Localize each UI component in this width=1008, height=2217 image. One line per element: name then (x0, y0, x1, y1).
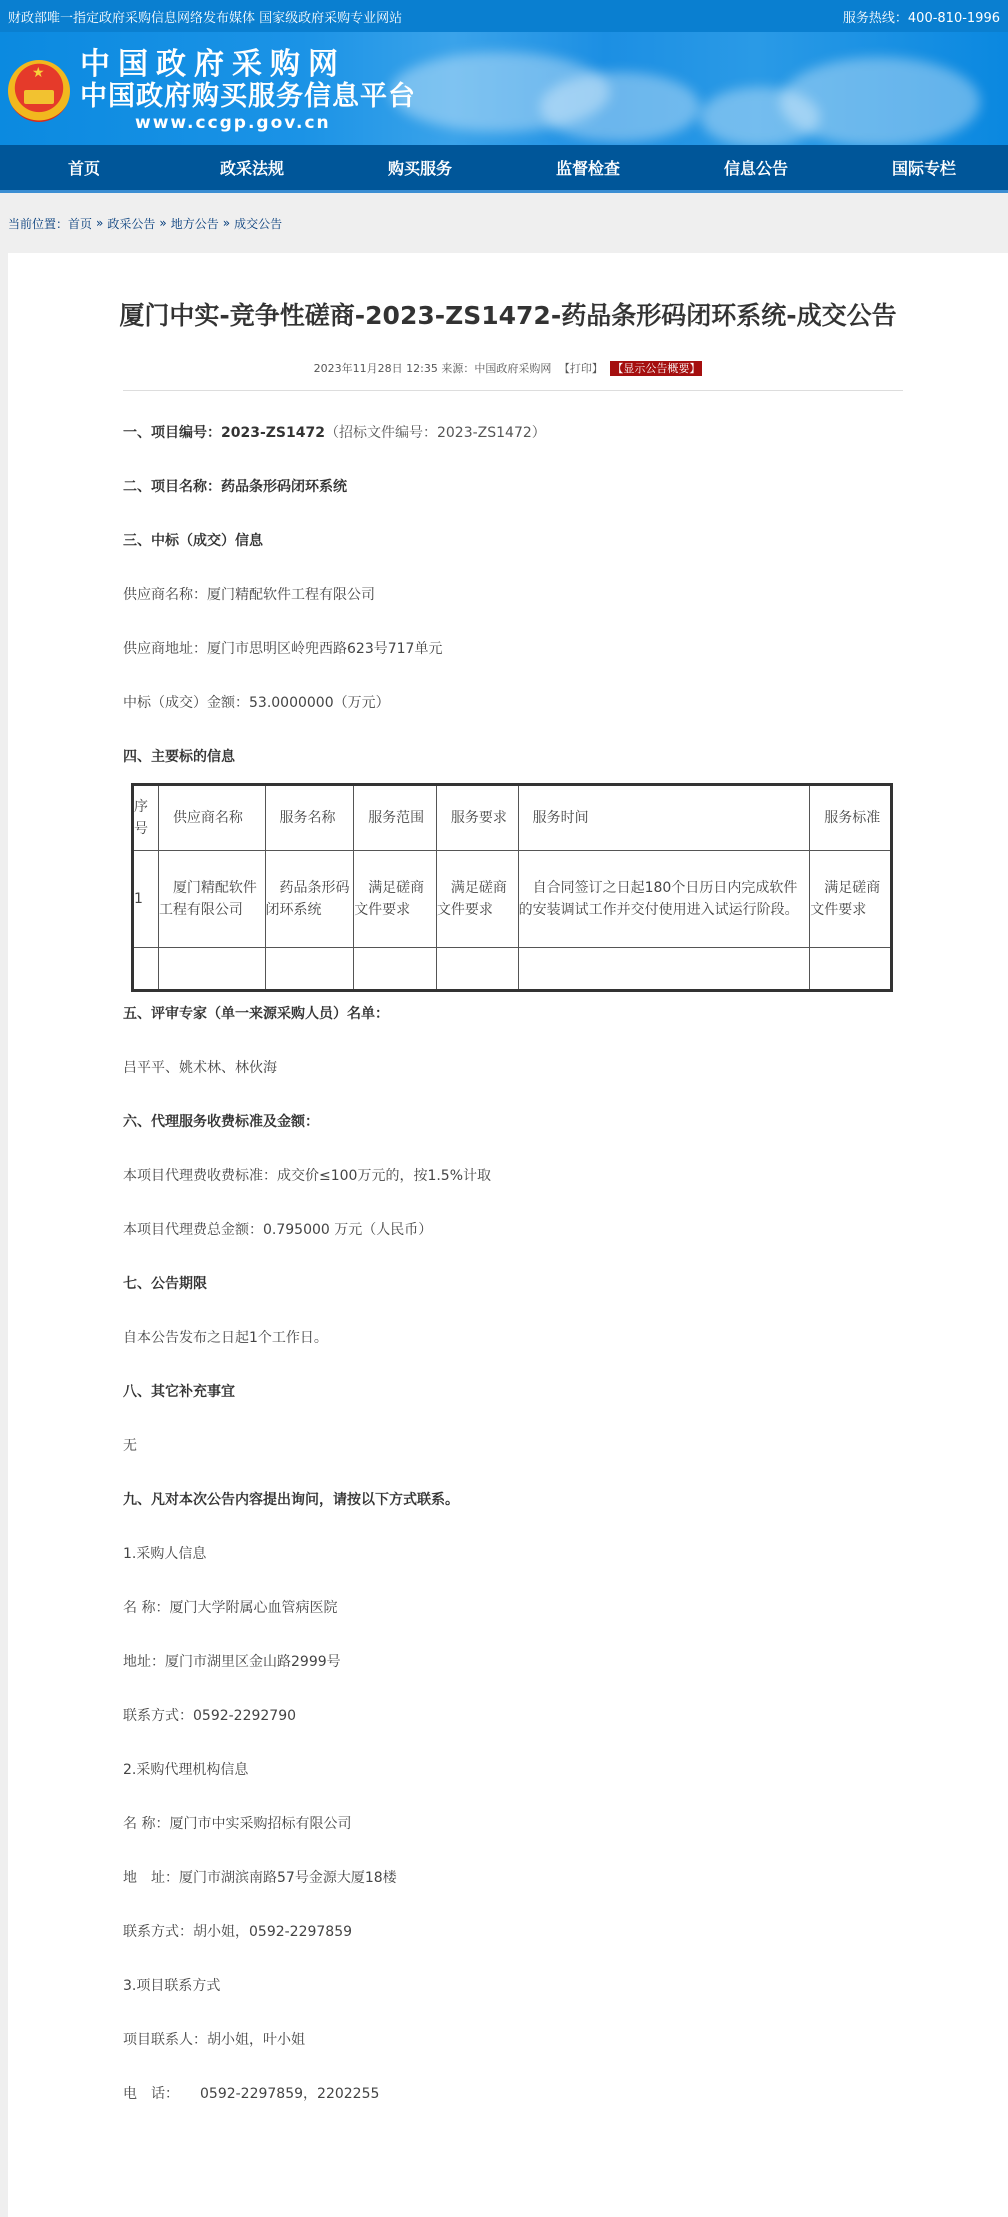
table-header-cell: 服务名称 (265, 785, 354, 851)
breadcrumb-procurement-announcements[interactable]: 政采公告 (107, 216, 156, 231)
table-cell: 满足磋商文件要求 (354, 851, 437, 948)
project-contact-person: 项目联系人：胡小姐，叶小姐 (123, 2032, 305, 2048)
nav-item-international[interactable]: 国际专栏 (891, 159, 956, 178)
article-body (8, 391, 1008, 2104)
site-slogan: 财政部唯一指定政府采购信息网络发布媒体 国家级政府采购专业网站 (8, 10, 403, 26)
agency-info-title: 2.采购代理机构信息 (123, 1762, 249, 1778)
table-header-row (133, 785, 892, 851)
table-row-empty (133, 948, 892, 991)
table-header-cell: 服务要求 (436, 785, 518, 851)
publish-datetime: 2023年11月28日 12:35 (313, 362, 438, 375)
breadcrumb-home[interactable]: 首页 (68, 216, 93, 231)
print-link[interactable]: 【打印】 (558, 362, 603, 375)
table-header-cell: 供应商名称 (158, 785, 265, 851)
logo-title: 中国政府采购网 (80, 47, 346, 82)
logo-subtitle: 中国政府购买服务信息平台 (80, 81, 416, 112)
nav-item-purchase-services[interactable]: 购买服务 (387, 159, 452, 178)
show-summary-button[interactable]: 【显示公告概要】 (612, 362, 701, 375)
table-cell (265, 948, 354, 991)
cloud-decoration (780, 57, 980, 145)
table-cell: 满足磋商文件要求 (436, 851, 518, 948)
project-number: 2023-ZS1472 (221, 425, 325, 441)
section-other-matters: 八、其它补充事宜 (123, 1384, 235, 1400)
breadcrumb-label: 当前位置： (8, 216, 69, 231)
article-title: 厦门中实-竞争性磋商-2023-ZS1472-药品条形码闭环系统-成交公告 (119, 301, 897, 330)
table-cell: 厦门精配软件工程有限公司 (158, 851, 265, 948)
breadcrumb-deal-announcements[interactable]: 成交公告 (234, 216, 283, 231)
table-cell (158, 948, 265, 991)
cloud-decoration (540, 72, 700, 142)
main-nav (0, 145, 1008, 193)
logo-url: www.ccgp.gov.cn (135, 113, 331, 133)
service-hotline: 服务热线：400-810-1996 (842, 10, 1000, 26)
breadcrumb-local-announcements[interactable]: 地方公告 (170, 216, 219, 231)
article-container (8, 253, 1008, 2217)
table-header-cell: 服务时间 (518, 785, 810, 851)
purchaser-contact: 联系方式：0592-2292790 (123, 1708, 297, 1724)
fee-standard: 本项目代理费收费标准：成交价≤100万元的，按1.5%计取 (123, 1168, 492, 1184)
section-announcement-period: 七、公告期限 (123, 1276, 207, 1292)
article-source: 来源：中国政府采购网 (441, 362, 552, 375)
table-header-cell: 服务标准 (810, 785, 892, 851)
section-project-name: 二、项目名称：药品条形码闭环系统 (123, 479, 347, 495)
breadcrumb (0, 193, 1008, 253)
table-cell: 自合同签订之日起180个日历日内完成软件的安装调试工作并交付使用进入试运行阶段。 (518, 851, 810, 948)
expert-names: 吕平平、姚术林、林伙海 (123, 1060, 277, 1076)
section-label: 一、项目编号： (123, 425, 221, 441)
announcement-period: 自本公告发布之日起1个工作日。 (123, 1330, 328, 1346)
breadcrumb-separator: » (96, 216, 104, 230)
breadcrumb-separator: » (222, 216, 231, 230)
table-header-cell: 服务范围 (354, 785, 437, 851)
section-experts: 五、评审专家（单一来源采购人员）名单： (123, 1006, 389, 1022)
table-cell: 药品条形码闭环系统 (265, 851, 354, 948)
table-cell: 满足磋商文件要求 (810, 851, 892, 948)
site-logo[interactable] (8, 48, 416, 134)
top-bar (0, 0, 1008, 32)
section-main-items: 四、主要标的信息 (123, 749, 235, 765)
section-project-number (123, 423, 1008, 443)
table-header-cell: 序号 (133, 785, 159, 851)
fee-total: 本项目代理费总金额：0.795000 万元（人民币） (123, 1222, 433, 1238)
section-award-info: 三、中标（成交）信息 (123, 533, 263, 549)
tender-doc-number: （招标文件编号：2023-ZS1472） (324, 425, 546, 441)
agency-contact: 联系方式：胡小姐，0592-2297859 (123, 1924, 353, 1940)
supplier-address: 供应商地址：厦门市思明区岭兜西路623号717单元 (123, 641, 443, 657)
table-cell (518, 948, 810, 991)
agency-name: 名 称：厦门市中实采购招标有限公司 (123, 1816, 352, 1832)
table-cell (354, 948, 437, 991)
nav-item-supervision[interactable]: 监督检查 (555, 159, 620, 178)
breadcrumb-separator: » (159, 216, 167, 230)
section-contact: 九、凡对本次公告内容提出询问，请按以下方式联系。 (123, 1492, 459, 1508)
site-banner (0, 32, 1008, 145)
main-items-table (131, 783, 893, 992)
purchaser-name: 名 称：厦门大学附属心血管病医院 (123, 1600, 338, 1616)
table-cell: 1 (133, 851, 159, 948)
agency-address: 地 址：厦门市湖滨南路57号金源大厦18楼 (123, 1870, 397, 1886)
purchaser-info-title: 1.采购人信息 (123, 1546, 207, 1562)
table-cell (436, 948, 518, 991)
nav-item-home[interactable]: 首页 (67, 159, 100, 178)
national-emblem-icon: ★ (8, 60, 70, 122)
project-contact-title: 3.项目联系方式 (123, 1978, 221, 1994)
nav-item-announcements[interactable]: 信息公告 (723, 159, 788, 178)
table-cell (133, 948, 159, 991)
table-cell (810, 948, 892, 991)
supplier-name: 供应商名称：厦门精配软件工程有限公司 (123, 587, 375, 603)
award-amount: 中标（成交）金额：53.0000000（万元） (123, 695, 390, 711)
project-contact-phone: 电 话： 0592-2297859，2202255 (123, 2086, 380, 2102)
nav-item-regulations[interactable]: 政采法规 (219, 159, 284, 178)
article-meta (8, 360, 1008, 376)
purchaser-address: 地址：厦门市湖里区金山路2999号 (123, 1654, 341, 1670)
section-agency-fee: 六、代理服务收费标准及金额： (123, 1114, 319, 1130)
table-row (133, 851, 892, 948)
other-matters: 无 (123, 1438, 137, 1454)
